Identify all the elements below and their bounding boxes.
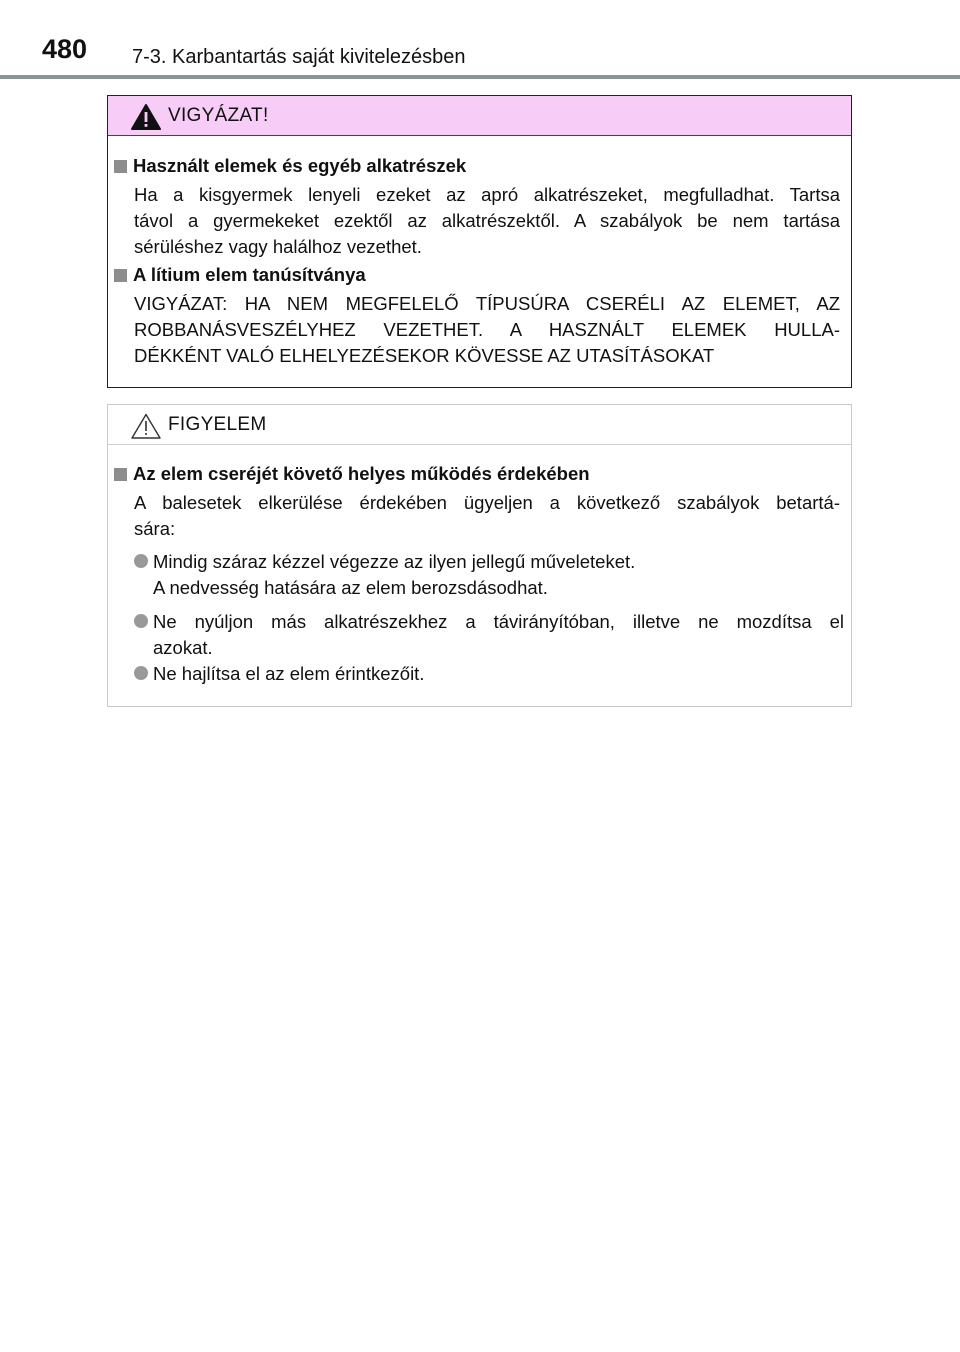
- notice-intro-text: A balesetek elkerülése érdekében ügyeljen a következő szabályok betartá- sára:: [134, 492, 840, 539]
- list-item: Ne hajlítsa el az elem érintkezőit.: [134, 661, 844, 687]
- list-item: Mindig száraz kézzel végezze az ilyen jellegű műveleteket. A nedvesség hatására az elem berozsdásodhat.: [134, 549, 844, 601]
- list-item: Ne nyúljon más alkatrészekhez a távirányítóban, illetve ne mozdítsa el azokat.: [134, 609, 844, 661]
- warning-section-1-title: Használt elemek és egyéb alkatrészek: [114, 154, 466, 178]
- square-bullet-icon: [114, 468, 127, 481]
- notice-box-header: [108, 405, 851, 445]
- round-bullet-icon: [134, 554, 148, 568]
- page-header: [0, 0, 960, 80]
- warning-section-1-text: Ha a kisgyermek lenyeli ezeket az apró alkatrészeket, megfulladhat. Tartsa távol a gyermekeket ezektől az alkatrészektől. A szabályok be nem tartása sérüléshez vagy halálhoz vezethet.: [134, 184, 840, 257]
- section-title: 7-3. Karbantartás saját kivitelezésben: [132, 46, 466, 68]
- page-number: 480: [42, 34, 88, 64]
- warning-label: VIGYÁZAT!: [168, 105, 269, 126]
- warning-box: [107, 95, 852, 388]
- round-bullet-icon: [134, 614, 148, 628]
- square-bullet-icon: [114, 269, 127, 282]
- notice-label: FIGYELEM: [168, 414, 267, 435]
- notice-section-title: Az elem cseréjét követő helyes működés érdekében: [114, 462, 590, 486]
- warning-box-header: [108, 96, 851, 136]
- header-rule: [0, 75, 960, 79]
- warning-triangle-filled-icon: [130, 103, 162, 131]
- caution-triangle-outline-icon: [130, 412, 162, 440]
- notice-box: [107, 404, 852, 707]
- warning-section-2-title: A lítium elem tanúsítványa: [114, 263, 366, 287]
- round-bullet-icon: [134, 666, 148, 680]
- warning-section-2-text: VIGYÁZAT: HA NEM MEGFELELŐ TÍPUSÚRA CSERÉLI AZ ELEMET, AZ ROBBANÁSVESZÉLYHEZ VEZETHET. A HASZNÁLT ELEMEK HULLA- DÉKKÉNT VALÓ ELHELYEZÉSEKOR KÖVESSE AZ UTASÍTÁSOKAT: [134, 293, 840, 366]
- square-bullet-icon: [114, 160, 127, 173]
